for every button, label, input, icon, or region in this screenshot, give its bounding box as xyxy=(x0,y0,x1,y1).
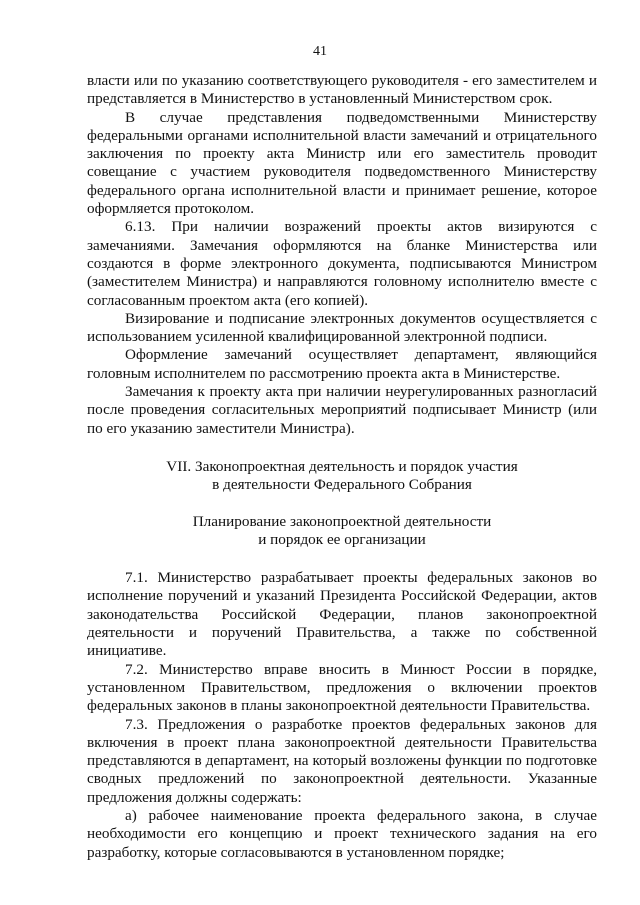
paragraph-unresolved-disagreements: Замечания к проекту акта при наличии неурегулированных разногласий после проведения согласительных мероприятий подписывает Министр (или по его указанию заместители Министра). xyxy=(87,383,597,437)
section-heading xyxy=(87,458,597,495)
paragraph-continuation: власти или по указанию соответствующего руководителя - его заместителем и представляется в Министерство в установленный Министерством срок. xyxy=(87,72,597,108)
subsection-heading-line-1: Планирование законопроектной деятельности xyxy=(192,512,492,530)
section-heading-line-1: VII. Законопроектная деятельность и порядок участия xyxy=(166,457,518,475)
paragraph-6-13: 6.13. При наличии возражений проекты актов визируются с замечаниями. Замечания оформляются на бланке Министерства или создаются в форме электронного документа, подписываются Министром (заместителем Министра) и направляются головному исполнителю вместе с согласованным проектом акта (его копией). xyxy=(87,218,597,309)
section-heading-line-2: в деятельности Федерального Собрания xyxy=(212,476,472,494)
subsection-heading xyxy=(87,513,597,550)
subsection-heading-line-2: и порядок ее организации xyxy=(258,530,426,548)
paragraph-electronic-signature: Визирование и подписание электронных документов осуществляется с использованием усиленной квалифицированной электронной подписи. xyxy=(87,309,597,346)
paragraph-7-2: 7.2. Министерство вправе вносить в Минюст России в порядке, установленном Правительством, предложения о включении проектов федеральных законов в планы законопроектной деятельности Правительства. xyxy=(87,660,597,715)
paragraph-7-1: 7.1. Министерство разрабатывает проекты федеральных законов во исполнение поручений и указаний Президента Российской Федерации, актов законодательства Российской Федерации, планов законопроектной деятельности и поручений Правительства, а также по собственной инициативе. xyxy=(87,569,597,660)
paragraph-remarks-department: Оформление замечаний осуществляет департамент, являющийся головным исполнителем по рассмотрению проекта акта в Министерстве. xyxy=(87,346,597,382)
paragraph-7-3: 7.3. Предложения о разработке проектов федеральных законов для включения в проект плана законопроектной деятельности Правительства представляются в департамент, на который возложены функции по подготовке сводных предложений по законопроектной деятельности. Указанные предложения должны содержать: xyxy=(87,715,597,806)
paragraph-subordinate-remarks: В случае представления подведомственными Министерству федеральными органами исполнительной власти замечаний и отрицательного заключения по проекту акта Министр или его заместитель проводит совещание с участием руководителя подведомственного Министерству федерального органа исполнительной власти и принимает решение, которое оформляется протоколом. xyxy=(87,108,597,218)
paragraph-7-3-a: а) рабочее наименование проекта федерального закона, в случае необходимости его концепцию и проект технического задания на его разработку, которые согласовываются в установленном порядке; xyxy=(87,806,597,861)
document-body xyxy=(87,72,597,862)
page-number: 41 xyxy=(313,44,327,59)
